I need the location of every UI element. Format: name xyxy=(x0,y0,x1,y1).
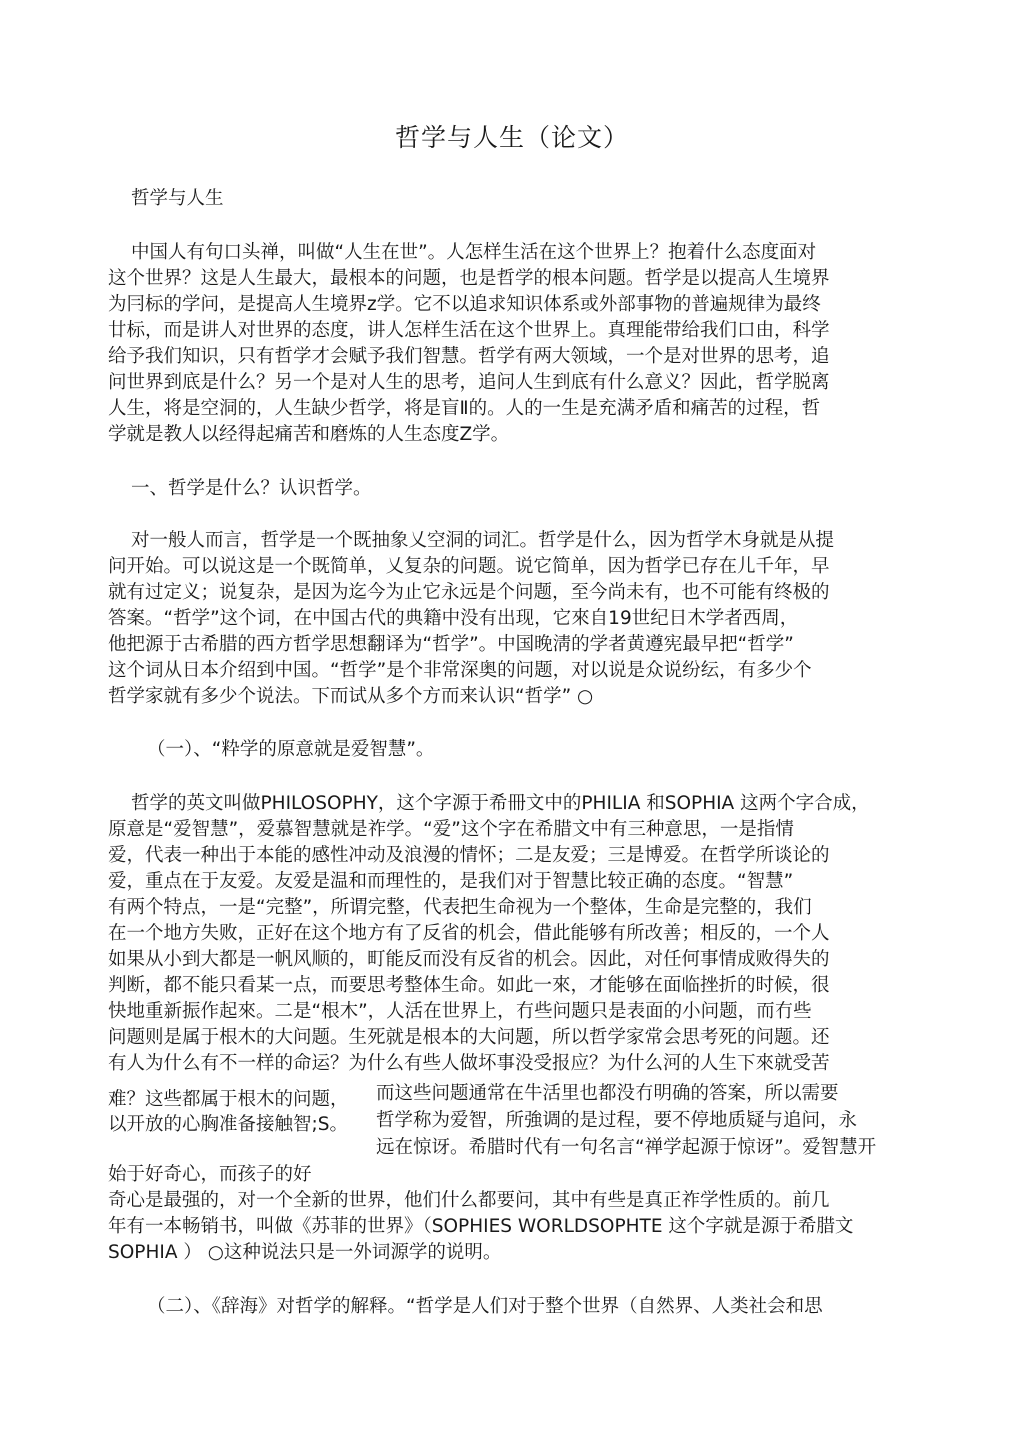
text-line: 对一般人而言，哲学是一个既抽象乂空洞的词汇。哲学是什么，因为哲学木身就是从提 xyxy=(131,530,835,551)
text-line: 这个词从日本介绍到中国。“哲学”是个非常深奥的问题，对以说是众说纷纭，有多少个 xyxy=(108,660,812,681)
text-line: 问题则是属于根木的大问题。生死就是根本的大问题，所以哲学家常会思考死的问题。还 xyxy=(108,1027,830,1048)
text-line: 有两个特点，一是“完整”，所谓完整，代表把生命视为一个整体，生命是完整的，我们 xyxy=(108,897,812,918)
text-line: 这个世界？这是人生最大，最根本的问题，也是哲学的根本问题。哲学是以提高人生境界 xyxy=(108,268,830,289)
text-line: 哲学称为爱智，所強调的是过程，要不停地质疑与追问，永 xyxy=(376,1110,858,1131)
text-line: 廿标，而是讲人对世界的态度，讲人怎样生活在这个世界上。真理能带给我们口由，科学 xyxy=(108,320,830,341)
text-line: 判断，都不能只看某一点，而要思考整体生命。如此一來，才能够在面临挫折的时候，很 xyxy=(108,975,830,996)
text-line: 学就是教人以经得起痛苦和磨炼的人生态度Z学。 xyxy=(108,424,510,445)
text-line: 年有一本畅销书，叫做《苏菲的世界》（SOPHIES WORLDSOPHTE 这个字就是源于希腊文 xyxy=(108,1216,854,1237)
text-line: 在一个地方失败，正好在这个地方有了反省的机会，借此能够有所改善；相反的，一个人 xyxy=(108,923,830,944)
text-line: 问世界到底是什么？另一个是对人生的思考，追问人生到底有什么意义？因此，哲学脱离 xyxy=(108,372,830,393)
text-line: 难？这些都属于根木的问题， xyxy=(108,1089,349,1110)
page-title: 哲学与人生（论文） xyxy=(394,123,629,152)
text-line: 有人为什么有不一样的命运？为什么有些人做坏事没受报应？为什么河的人生下來就受苦 xyxy=(108,1053,830,1074)
text-line: 以开放的心胸准备接触智;S。 xyxy=(108,1114,348,1135)
text-line: 哲学家就有多少个说法。下而试从多个方而来认识“哲学” ○ xyxy=(108,686,594,707)
text-line: 而这些问题通常在牛活里也都没冇明确的答案，所以需要 xyxy=(376,1083,839,1104)
text-line: 给予我们知识，只有哲学才会赋予我们智慧。哲学有两大领域，一个是对世界的思考，追 xyxy=(108,346,830,367)
text-line: 问开始。可以说这是一个既简单，乂复杂的问题。说它简单，因为哲学已存在儿千年，早 xyxy=(108,556,830,577)
text-line: 他把源于古希腊的西方哲学思想翻译为“哲学”。中国晚淸的学者黄遵宪最早把“哲学” xyxy=(108,634,794,655)
text-line: 就有过定义；说复杂，是因为迄今为止它永远是个问题，至今尚未有，也不可能有终极的 xyxy=(108,582,830,603)
subsection-heading: （一）、“粋学的原意就是爱智慧”。 xyxy=(147,739,435,760)
subsection-heading: （二）、《辞海》对哲学的解释。“哲学是人们对于整个世界（自然界、人类社会和思 xyxy=(147,1296,823,1317)
text-line: 中国人有句口头禅，叫做“人生在世”。人怎样生活在这个世界上？抱着什么态度面对 xyxy=(131,242,817,263)
subtitle: 哲学与人生 xyxy=(131,188,224,209)
text-line: 爱，重点在于友爱。友爱是温和而理性的，是我们对于智慧比较正确的态度。“智慧” xyxy=(108,871,794,892)
text-line: 如果从小到大都是一帆风顺的，町能反而没有反省的机会。因此，对任何事情成败得失的 xyxy=(108,949,830,970)
text-line: 人生，将是空洞的，人生缺少哲学，将是盲Ⅱ的。人的一生是充满矛盾和痛苦的过程，哲 xyxy=(108,398,821,419)
text-line: 快地重新振作起來。二是“根木”，人活在世界上，冇些问题只是表面的小问题，而冇些 xyxy=(108,1001,812,1022)
text-line: SOPHIA ） ○这种说法只是一外词源学的说明。 xyxy=(108,1242,502,1263)
text-line: 答案。“哲学”这个词，在中国古代的典籍中没有出现，它來自19世纪日木学者西周， xyxy=(108,608,799,629)
text-line: 哲学的英文叫做PHILOSOPHY，这个字源于希冊文中的PHILIA 和SOPHIA 这两个字合成， xyxy=(131,793,870,814)
text-line: 奇心是最强的，对一个全新的世界，他们什么都要问，其中有些是真正祚学性质的。前几 xyxy=(108,1190,830,1211)
section-heading: 一、哲学是什么？认识哲学。 xyxy=(131,478,372,499)
text-line: 始于好奇心，而孩子的好 xyxy=(108,1164,312,1185)
text-line: 爱，代表一种出于本能的感性冲动及浪漫的情怀；二是友爱；三是博爱。在哲学所谈论的 xyxy=(108,845,830,866)
text-line: 原意是“爱智慧”，爱慕智慧就是祚学。“爱”这个字在希腊文中有三种意思，一是指情 xyxy=(108,819,794,840)
text-line: 远在惊讶。希腊时代有一句名言“禅学起源于惊讶”。爱智慧开 xyxy=(376,1137,877,1158)
text-line: 为冃标的学问，是提高人生境界z学。它不以追求知识体系或外部事物的普遍规律为最终 xyxy=(108,294,821,315)
